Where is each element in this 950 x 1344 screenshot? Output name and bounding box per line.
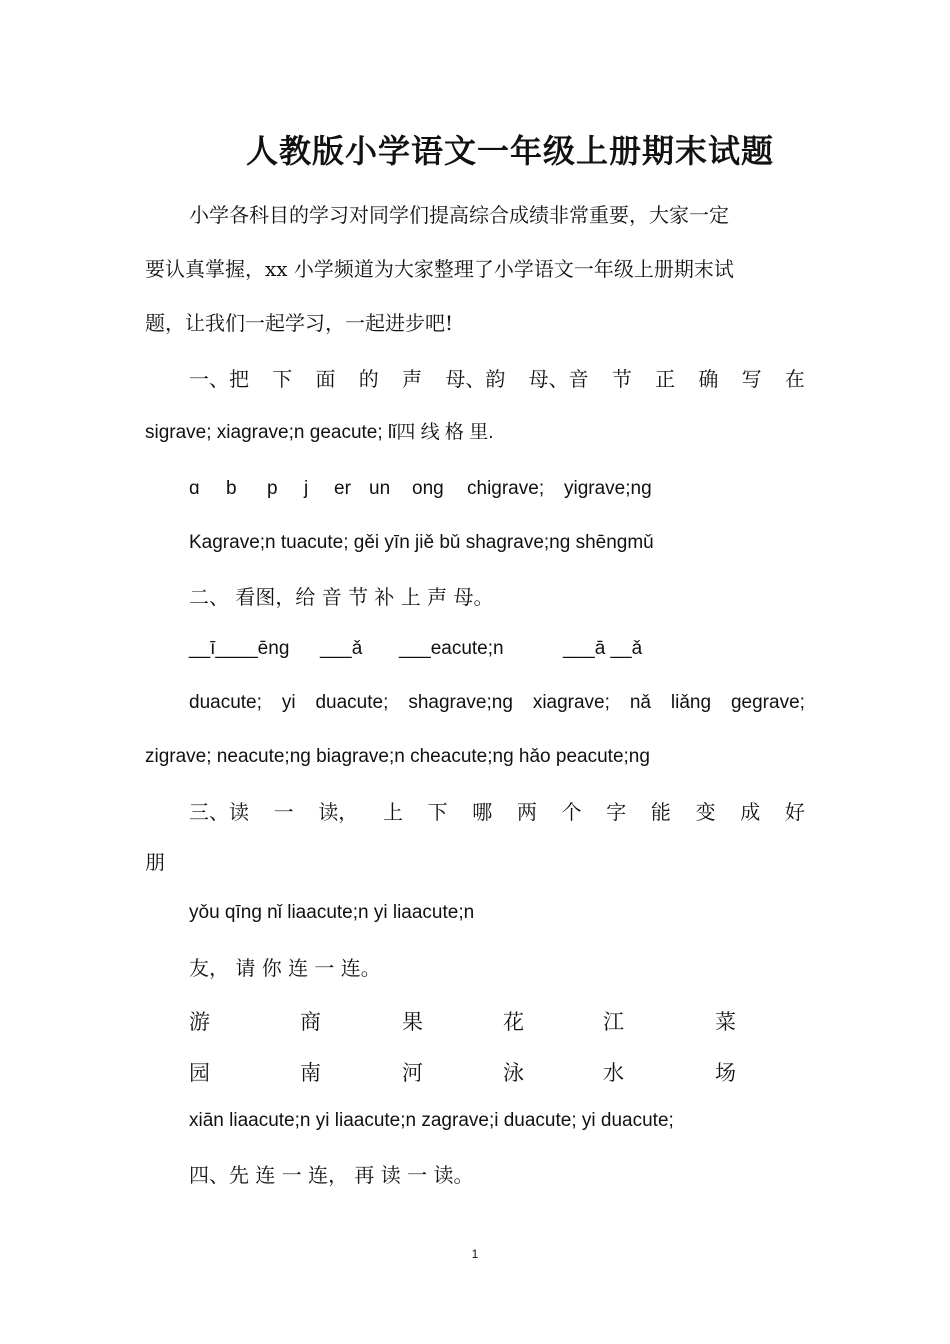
q3-heading-part: 字	[606, 800, 627, 824]
intro-line-2: 要认真掌握，xx 小学频道为大家整理了小学语文一年级上册期末试	[145, 257, 734, 281]
q2-blank: ___ǎ	[320, 638, 363, 659]
q1-heading-part: 写	[741, 367, 762, 391]
q2-pinyin-part: xiagrave;	[532, 692, 610, 713]
q1-heading-part: 母、韵	[445, 367, 506, 391]
intro-line-1: 小学各科目的学习对同学们提高综合成绩非常重要，大家一定	[189, 203, 729, 227]
q1-letter: er	[334, 478, 351, 499]
q1-heading-part: 正	[655, 367, 676, 391]
q2-pinyin-part: gegrave;	[730, 692, 805, 713]
q2-pinyin-part: liǎng	[670, 692, 712, 713]
q2-line-3	[189, 690, 805, 716]
q2-blank: ___ā __ǎ	[563, 638, 643, 659]
q2-heading: 二、 看图，给 音 节 补 上 声 母。	[189, 585, 494, 609]
q3-pinyin: yǒu qīng nǐ liaacute;n yi liaacute;n	[189, 902, 475, 923]
intro-line-3: 题，让我们一起学习，一起进步吧!	[145, 311, 454, 335]
q1-heading-part: 的	[358, 367, 379, 391]
document-title: 人教版小学语文一年级上册期末试题	[245, 132, 774, 170]
q3-heading-part: 两	[516, 800, 537, 824]
q3-char: 泳	[503, 1061, 524, 1085]
q1-pinyin: Kagrave;n tuacute; gěi yīn jiě bǔ shagrave;ng shēngmǔ	[189, 532, 654, 553]
q1-heading-part: 面	[315, 367, 336, 391]
q3-heading-part: 好	[784, 800, 805, 824]
q3-char: 江	[603, 1010, 624, 1034]
q1-letter: ɑ	[189, 478, 200, 499]
q1-letter: yigrave;ng	[564, 478, 652, 499]
q1-heading-part: 下	[272, 367, 293, 391]
q2-line-4: zigrave; neacute;ng biagrave;n cheacute;ng hǎo peacute;ng	[145, 746, 650, 767]
q3-heading-part: 下	[427, 800, 448, 824]
q1-letter: p	[267, 478, 278, 499]
q3-heading-part: 哪	[472, 800, 493, 824]
q3-char: 果	[402, 1010, 423, 1034]
q3-heading-part: 三、读	[189, 800, 249, 824]
q3-heading	[189, 799, 805, 825]
q4-heading: 四、先 连 一 连， 再 读 一 读。	[189, 1163, 474, 1187]
q3-heading-cont: 朋	[145, 850, 165, 874]
q1-letter: chigrave;	[467, 478, 545, 499]
q3-char: 游	[189, 1010, 210, 1034]
q3-char: 菜	[715, 1010, 736, 1034]
q2-pinyin-part: nǎ	[629, 692, 651, 713]
q1-heading-part: 确	[698, 367, 719, 391]
q3-heading-part: 个	[561, 800, 582, 824]
q2-blank: ___eacute;n	[399, 638, 504, 659]
q3-char: 河	[402, 1061, 423, 1085]
q2-pinyin-part: yi	[281, 692, 296, 713]
q3-char: 水	[603, 1061, 624, 1085]
q1-heading-part: 声	[402, 367, 423, 391]
q1-heading-part: 节	[611, 367, 632, 391]
q3-pinyin-2: xiān liaacute;n yi liaacute;n zagrave;i duacute; yi duacute;	[189, 1110, 674, 1131]
q1-heading	[189, 366, 805, 392]
q1-letter: ong	[412, 478, 444, 499]
q3-friend-line: 友， 请 你 连 一 连。	[189, 956, 381, 980]
q3-char: 园	[189, 1061, 210, 1085]
q1-letter: b	[226, 478, 237, 499]
q1-heading-part: 母、音	[528, 367, 589, 391]
q2-pinyin-part: duacute;	[189, 692, 262, 713]
q1-heading-part: 在	[784, 367, 805, 391]
q3-char: 南	[300, 1061, 321, 1085]
q2-pinyin-part: shagrave;ng	[408, 692, 513, 713]
q1-heading-part: 一、把	[189, 367, 249, 391]
q3-heading-part: 读，	[318, 800, 359, 824]
q3-char: 商	[300, 1010, 321, 1034]
q3-heading-part: 变	[695, 800, 716, 824]
q3-heading-part: 成	[740, 800, 761, 824]
q2-blank: __ī____ēng	[189, 638, 290, 659]
page-number: 1	[471, 1247, 479, 1261]
q3-char: 花	[503, 1010, 524, 1034]
q2-pinyin-part: duacute;	[315, 692, 389, 713]
q3-heading-part: 一	[273, 800, 294, 824]
q1-letter: j	[304, 478, 309, 499]
q3-heading-part: 能	[650, 800, 671, 824]
q3-char: 场	[715, 1061, 736, 1085]
q1-line-2: sigrave; xiagrave;n geacute; lǐ四 线 格 里.	[145, 422, 494, 443]
q1-letter: un	[369, 478, 391, 499]
q3-heading-part: 上	[382, 800, 403, 824]
